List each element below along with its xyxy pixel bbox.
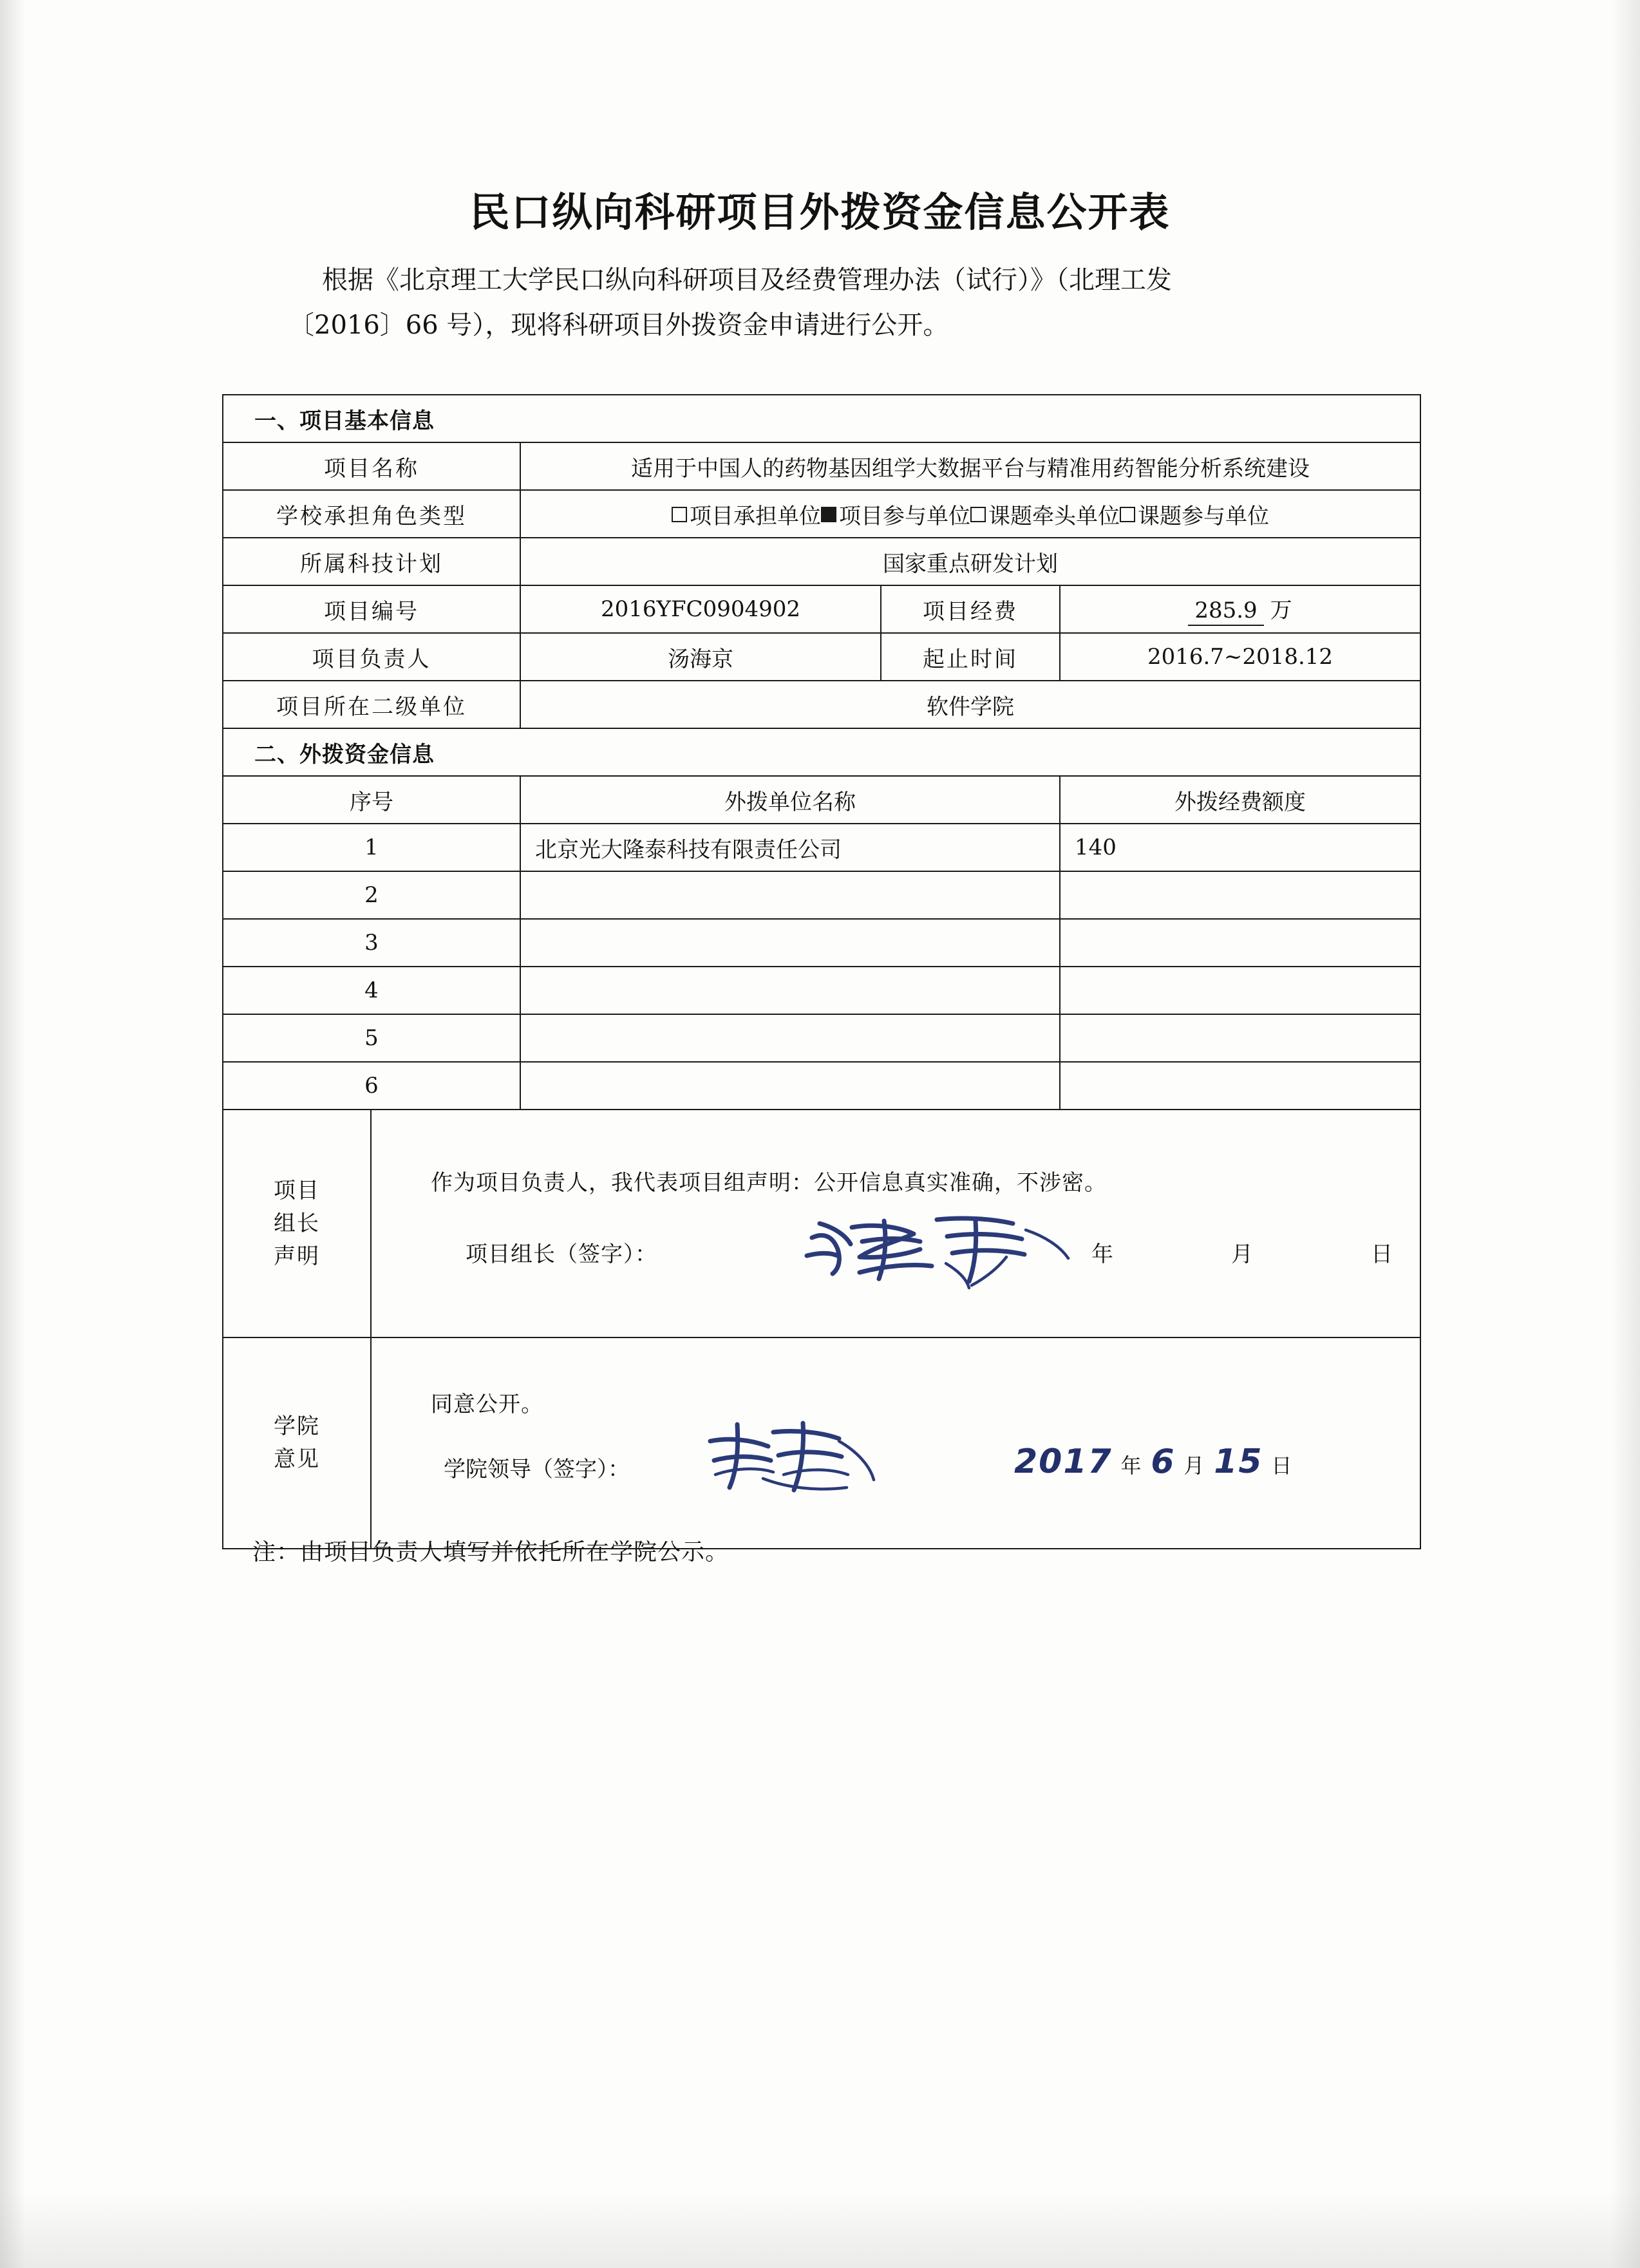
column-header-unit-name: 外拨单位名称 [520, 776, 1060, 824]
statement-label-line-3: 声明 [274, 1243, 320, 1269]
college-label-line-2: 意见 [274, 1446, 320, 1472]
fund-row-2-amount [1060, 871, 1420, 919]
project-code-label: 项目编号 [223, 585, 520, 633]
secondary-unit-label: 项目所在二级单位 [223, 681, 520, 728]
main-form-table [222, 394, 1421, 1549]
secondary-unit-value: 软件学院 [520, 681, 1420, 728]
role-type-options [520, 490, 1420, 538]
role-option-2[interactable] [821, 504, 970, 529]
fund-row-3-no: 3 [223, 919, 520, 967]
fund-row-3-amount [1060, 919, 1420, 967]
scan-shadow-right [1610, 0, 1640, 2268]
college-date-month: 6 [1151, 1442, 1176, 1481]
checkbox-icon-unchecked-3[interactable] [970, 507, 986, 522]
statement-month-label: 月 [1231, 1241, 1254, 1267]
row-leader-period [223, 633, 1420, 681]
project-name-value: 适用于中国人的药物基因组学大数据平台与精准用药智能分析系统建设 [520, 442, 1420, 490]
role-option-4[interactable] [1120, 504, 1269, 529]
college-date-day: 15 [1214, 1442, 1263, 1481]
college-signature-row [444, 1442, 1400, 1513]
footer-note: 注：由项目负责人填写并依托所在学院公示。 [252, 1539, 730, 1565]
row-project-name [223, 442, 1420, 490]
row-role-type [223, 490, 1420, 538]
checkbox-icon-unchecked-4[interactable] [1120, 507, 1135, 522]
statement-signature-row [466, 1236, 1400, 1294]
column-header-amount: 外拨经费额度 [1060, 776, 1420, 824]
table-row [223, 1062, 1420, 1110]
table-row [223, 871, 1420, 919]
page-title: 民口纵向科研项目外拨资金信息公开表 [469, 189, 1171, 236]
fund-row-4-name [520, 967, 1060, 1014]
table-row [223, 919, 1420, 967]
role-option-3-label: 课题牵头单位 [988, 503, 1120, 529]
fund-row-5-name [520, 1014, 1060, 1062]
fund-row-1-name: 北京光大隆泰科技有限责任公司 [520, 824, 1060, 871]
role-option-1-label: 项目承担单位 [690, 503, 821, 529]
fund-row-6-amount [1060, 1062, 1420, 1110]
role-option-3[interactable] [970, 504, 1120, 529]
fund-row-5-no: 5 [223, 1014, 520, 1062]
statement-label [223, 1110, 371, 1337]
leader-label: 项目负责人 [223, 633, 520, 681]
statement-body [371, 1110, 1420, 1337]
fund-row-2-no: 2 [223, 871, 520, 919]
column-header-no: 序号 [223, 776, 520, 824]
leader-value: 汤海京 [520, 633, 881, 681]
role-option-2-label: 项目参与单位 [839, 503, 970, 529]
statement-label-line-2: 组长 [274, 1210, 320, 1236]
statement-date-blanks [1091, 1236, 1394, 1268]
college-label-line-1: 学院 [274, 1413, 320, 1439]
table-row [223, 824, 1420, 871]
college-label [223, 1337, 371, 1549]
role-option-4-label: 课题参与单位 [1138, 503, 1269, 529]
fund-row-4-amount [1060, 967, 1420, 1014]
project-name-label: 项目名称 [223, 442, 520, 490]
fund-row-4-no: 4 [223, 967, 520, 1014]
college-date-handwritten [1014, 1442, 1375, 1481]
section-2-heading-row [223, 728, 1420, 776]
scan-shadow-left [0, 0, 26, 2268]
fund-row-6-no: 6 [223, 1062, 520, 1110]
fund-row-3-name [520, 919, 1060, 967]
college-opinion-row [223, 1337, 1420, 1549]
section-1-heading: 一、项目基本信息 [223, 395, 1420, 442]
college-text: 同意公开。 [431, 1391, 543, 1417]
table-row [223, 1014, 1420, 1062]
plan-label: 所属科技计划 [223, 538, 520, 585]
statement-year-label: 年 [1091, 1241, 1115, 1267]
budget-label: 项目经费 [881, 585, 1060, 633]
budget-value-cell [1060, 585, 1420, 633]
row-plan [223, 538, 1420, 585]
period-value: 2016.7~2018.12 [1060, 633, 1420, 681]
intro-line-1: 根据《北京理工大学民口纵向科研项目及经费管理办法（试行）》（北理工发 [322, 265, 1172, 295]
statement-label-line-1: 项目 [274, 1177, 320, 1204]
intro-paragraph [288, 258, 1404, 348]
scan-shadow-bottom [0, 2191, 1640, 2268]
period-label: 起止时间 [881, 633, 1060, 681]
fund-row-1-amount: 140 [1060, 824, 1420, 871]
fund-row-2-name [520, 871, 1060, 919]
fund-row-6-name [520, 1062, 1060, 1110]
table-row [223, 967, 1420, 1014]
statement-day-label: 日 [1371, 1241, 1394, 1267]
row-secondary-unit [223, 681, 1420, 728]
college-sign-label: 学院领导（签字）： [444, 1456, 630, 1482]
college-leader-signature [701, 1415, 907, 1499]
role-type-label: 学校承担角色类型 [223, 490, 520, 538]
plan-value: 国家重点研发计划 [520, 538, 1420, 585]
project-leader-signature [800, 1202, 1084, 1298]
funds-table-header-row [223, 776, 1420, 824]
project-code-value: 2016YFC0904902 [520, 585, 881, 633]
statement-row [223, 1110, 1420, 1337]
statement-sign-label: 项目组长（签字）： [466, 1241, 657, 1267]
fund-row-5-amount [1060, 1014, 1420, 1062]
fund-row-1-no: 1 [223, 824, 520, 871]
budget-amount: 285.9 [1188, 598, 1263, 626]
section-2-heading: 二、外拨资金信息 [223, 728, 1420, 776]
college-body [371, 1337, 1420, 1549]
college-date-year: 2017 [1014, 1442, 1113, 1481]
statement-text: 作为项目负责人，我代表项目组声明：公开信息真实准确，不涉密。 [431, 1169, 1107, 1196]
intro-line-2: 〔2016〕66 号），现将科研项目外拨资金申请进行公开。 [288, 310, 949, 340]
college-month-label: 月 [1183, 1453, 1206, 1478]
budget-unit: 万 [1270, 598, 1292, 623]
checkbox-icon-unchecked-1[interactable] [672, 507, 687, 522]
role-option-1[interactable] [672, 504, 821, 529]
college-year-label: 年 [1120, 1453, 1143, 1478]
college-day-label: 日 [1271, 1453, 1294, 1478]
row-code-budget [223, 585, 1420, 633]
section-1-heading-row [223, 395, 1420, 442]
checkbox-icon-checked-2[interactable] [821, 507, 836, 522]
